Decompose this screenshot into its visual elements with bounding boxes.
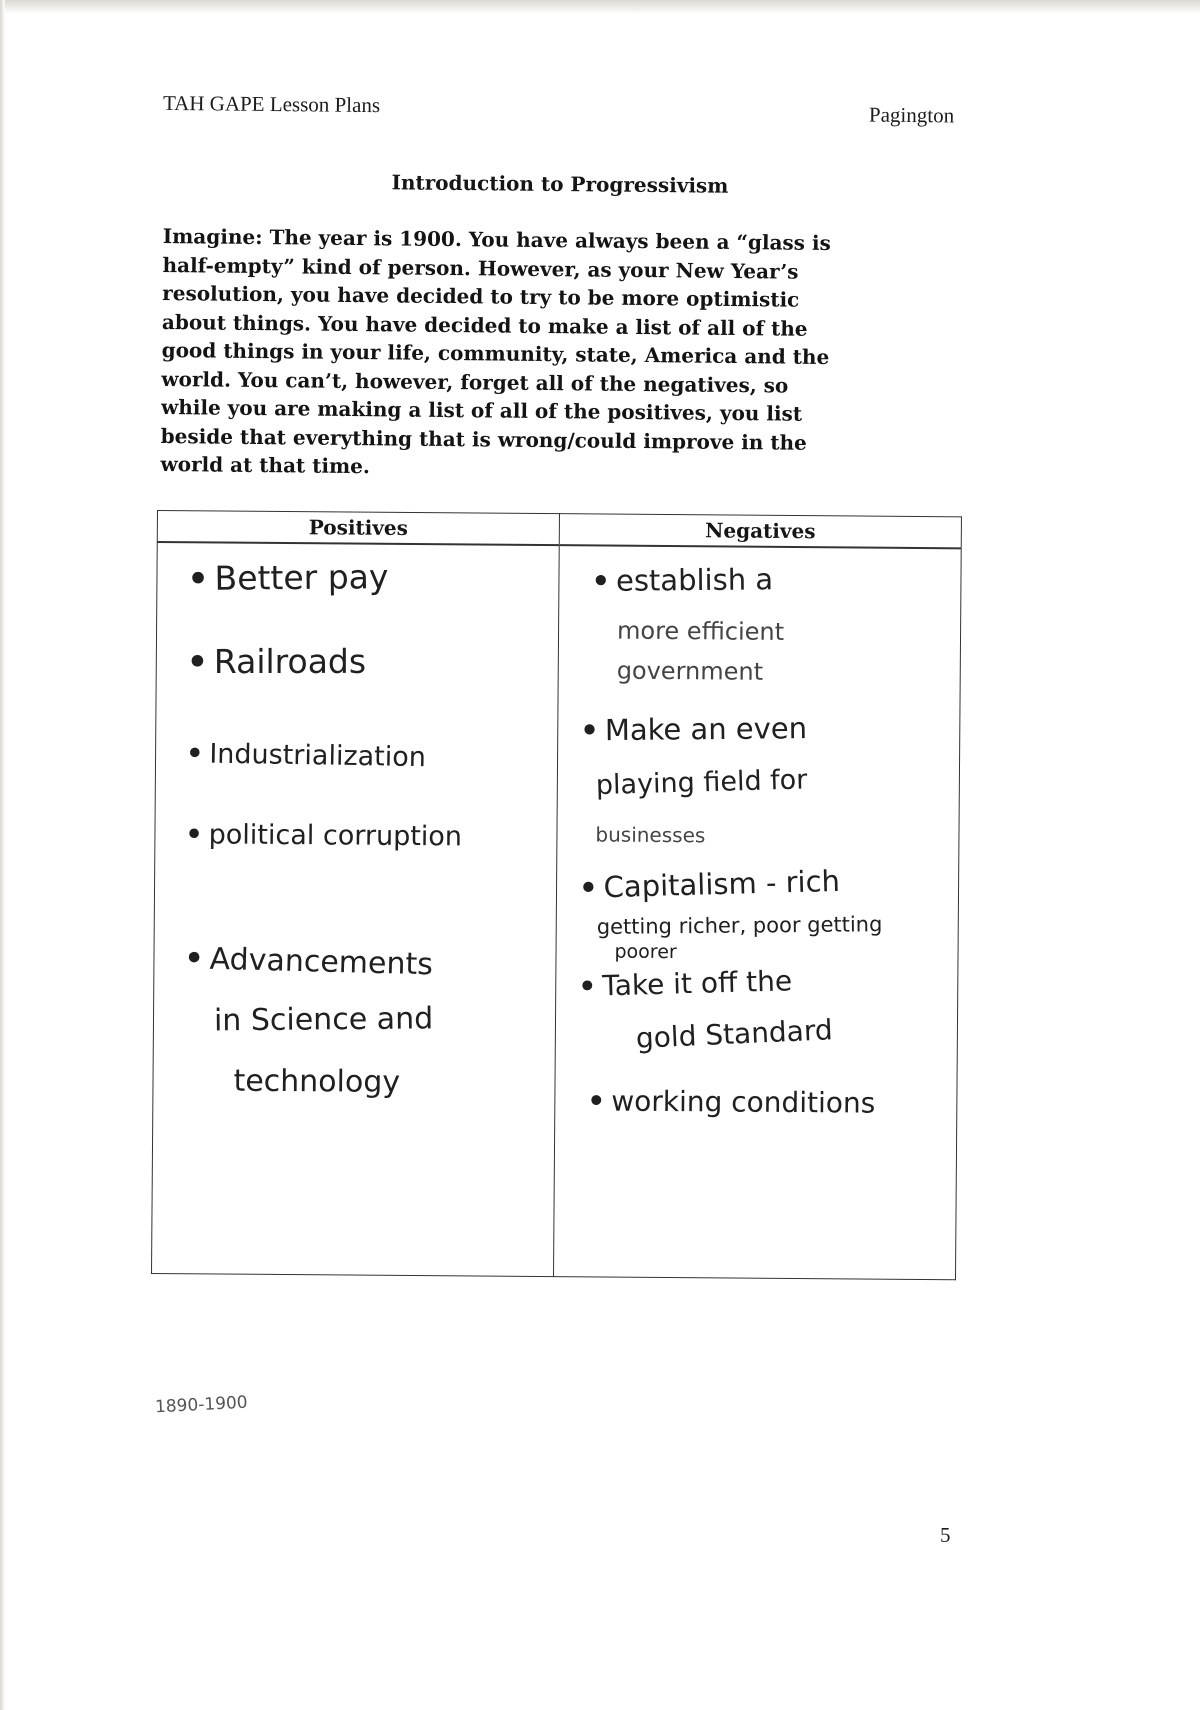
positives-negatives-table <box>151 510 962 1280</box>
negative-entry <box>587 1084 875 1119</box>
entry-text: getting richer, poor getting <box>596 912 883 939</box>
negative-entry <box>617 657 764 686</box>
positive-entry <box>214 1001 433 1038</box>
entry-text: Better pay <box>214 557 389 598</box>
entry-text: Industrialization <box>209 738 427 774</box>
bullet-dot: • <box>580 713 600 748</box>
positives-cell <box>152 542 560 1277</box>
page-number: 5 <box>940 1523 951 1547</box>
entry-text: political corruption <box>208 819 463 853</box>
negative-entry <box>579 864 841 905</box>
negative-entry <box>635 1013 833 1055</box>
bullet-dot: • <box>591 563 611 598</box>
negative-entry <box>617 617 784 646</box>
bullet-dot: • <box>185 738 204 770</box>
negative-entry <box>597 912 883 939</box>
prompt-line: beside that everything that is wrong/could improve in the <box>160 423 807 455</box>
bullet-dot: • <box>187 558 209 598</box>
bullet-dot: • <box>587 1084 606 1118</box>
negative-entry <box>595 822 705 847</box>
positive-entry <box>233 1064 400 1100</box>
entry-text: Railroads <box>213 641 367 681</box>
prompt-line: half-empty” kind of person. However, as your New Year’s <box>162 252 799 284</box>
negatives-column-header: Negatives <box>559 514 961 549</box>
document-header-right: Pagington <box>868 102 955 128</box>
prompt-line: resolution, you have decided to try to be more optimistic <box>162 280 800 312</box>
bullet-dot: • <box>578 870 599 905</box>
prompt-line: Imagine: The year is 1900. You have always been a “glass is <box>162 223 831 255</box>
entry-text: working conditions <box>611 1084 876 1120</box>
negative-entry <box>595 764 807 801</box>
positive-entry <box>184 941 433 982</box>
bullet-dot: • <box>184 941 205 977</box>
positive-entry <box>186 738 426 773</box>
entry-text: playing field for <box>595 764 808 802</box>
negative-entry <box>580 711 807 747</box>
bullet-dot: • <box>577 969 597 1004</box>
imagine-prompt <box>160 222 963 487</box>
bullet-dot: • <box>186 642 208 682</box>
positive-entry <box>185 819 462 852</box>
entry-text: Take it off the <box>601 964 793 1003</box>
prompt-line: world. You can’t, however, forget all of the negatives, so <box>161 366 789 398</box>
positive-entry <box>187 642 366 681</box>
negative-entry <box>591 562 773 598</box>
prompt-line: good things in your life, community, state, America and the <box>161 337 830 369</box>
entry-text: Advancements <box>209 941 434 983</box>
entry-text: technology <box>233 1063 401 1100</box>
page-title: Introduction to Progressivism <box>391 170 729 198</box>
document-header-left: TAH GAPE Lesson Plans <box>162 90 381 118</box>
scan-left-edge <box>0 0 5 1710</box>
entry-text: businesses <box>595 822 706 848</box>
negatives-cell <box>553 545 961 1280</box>
entry-text: poorer <box>614 940 677 964</box>
entry-text: establish a <box>615 562 774 598</box>
scan-top-edge <box>0 0 1200 14</box>
entry-text: Capitalism - rich <box>603 863 841 905</box>
prompt-line: world at that time. <box>160 451 371 479</box>
entry-text: in Science and <box>213 1001 434 1039</box>
positive-entry <box>187 557 388 598</box>
prompt-line: about things. You have decided to make a list of all of the <box>161 309 808 341</box>
entry-text: Make an even <box>604 711 808 748</box>
prompt-line: while you are making a list of all of the positives, you list <box>160 394 803 426</box>
positives-column-header: Positives <box>157 511 559 546</box>
entry-text: gold Standard <box>635 1013 834 1055</box>
positives-negatives-table-wrap <box>151 510 962 1280</box>
entry-text: more efficient <box>616 616 785 646</box>
handwritten-date-note: 1890-1900 <box>154 1392 249 1418</box>
negative-entry <box>614 941 676 963</box>
bullet-dot: • <box>185 819 203 851</box>
negative-entry <box>578 964 793 1003</box>
entry-text: government <box>616 656 764 686</box>
